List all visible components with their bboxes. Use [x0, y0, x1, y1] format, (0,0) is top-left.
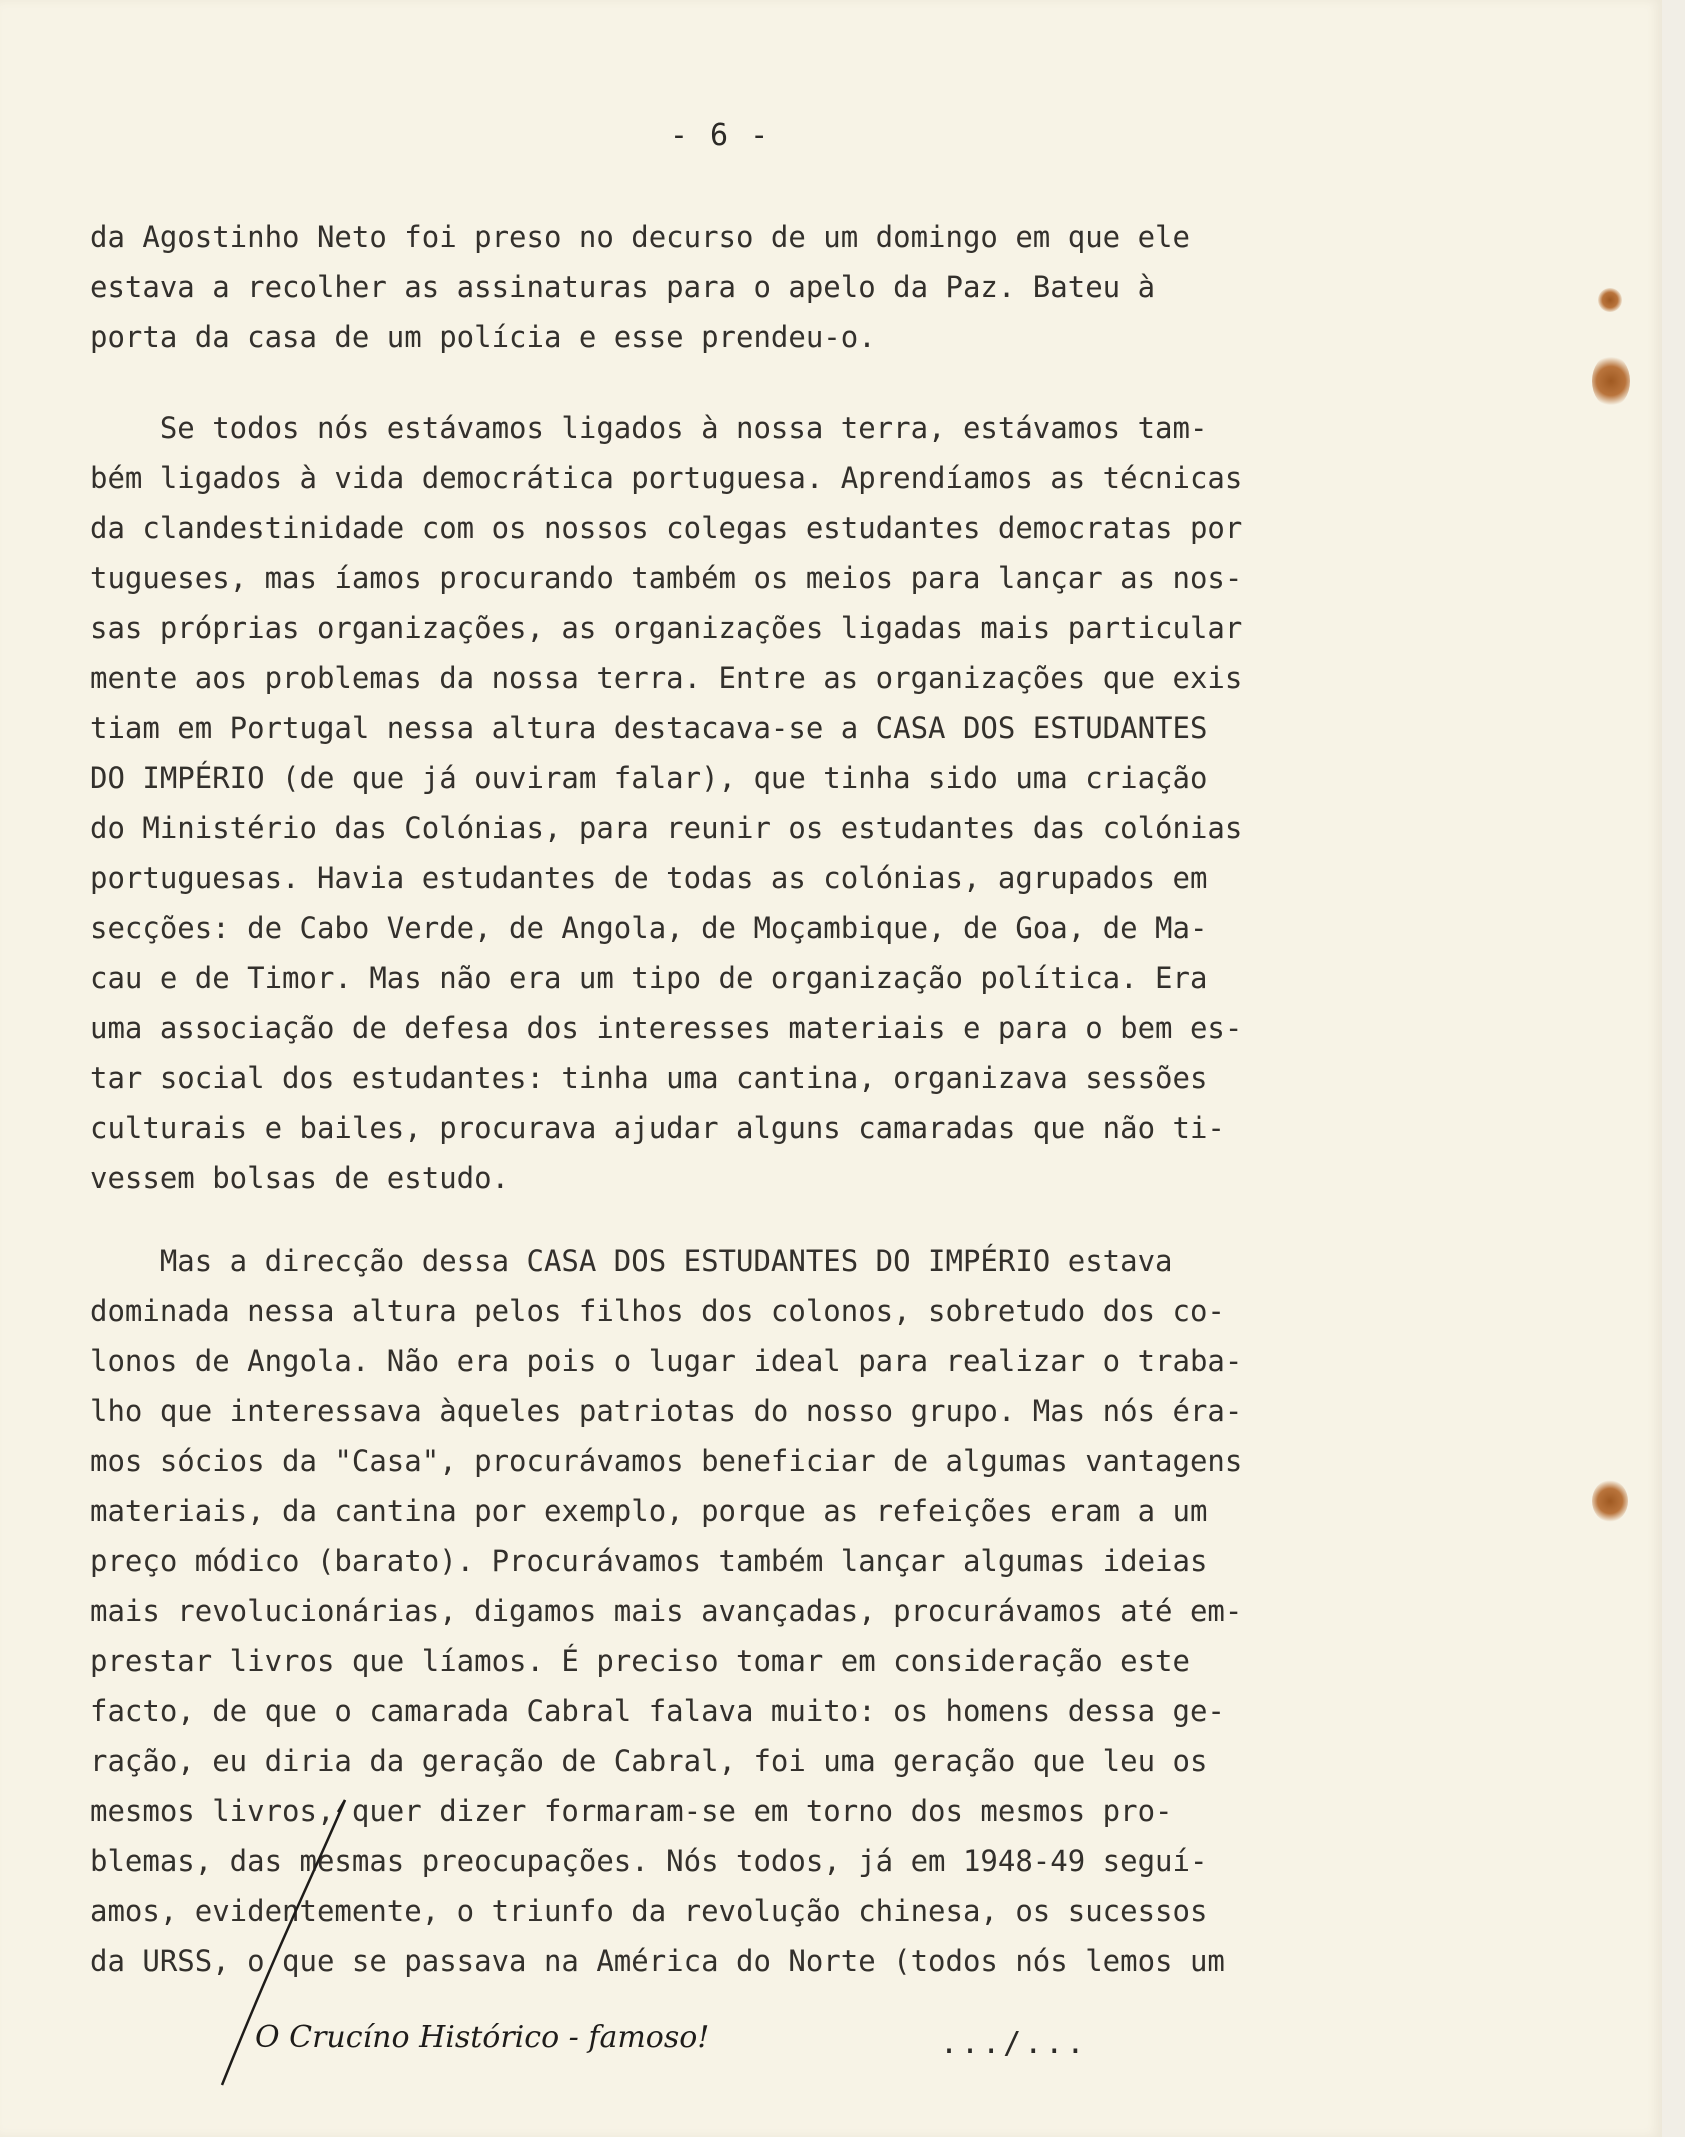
text-line: da URSS, o que se passava na América do Norte (todos nós lemos um [90, 1944, 1225, 1978]
paragraph-2 [90, 403, 1450, 1203]
rust-stain [1592, 355, 1630, 407]
text-line: DO IMPÉRIO (de que já ouviram falar), que tinha sido uma criação [90, 761, 1208, 795]
rust-stain [1592, 1480, 1628, 1522]
text-line: lonos de Angola. Não era pois o lugar ideal para realizar o traba- [90, 1344, 1243, 1378]
text-line: facto, de que o camarada Cabral falava muito: os homens dessa ge- [90, 1694, 1225, 1728]
text-line: amos, evidentemente, o triunfo da revolução chinesa, os sucessos [90, 1894, 1208, 1928]
text-line: estava a recolher as assinaturas para o apelo da Paz. Bateu à [90, 270, 1156, 304]
page-number: - 6 - [669, 118, 771, 153]
text-line: mais revolucionárias, digamos mais avançadas, procurávamos até em- [90, 1594, 1243, 1628]
handwritten-note: O Crucíno Histórico - famoso! [255, 2020, 710, 2055]
text-line: bém ligados à vida democrática portuguesa. Aprendíamos as técnicas [90, 461, 1243, 495]
text-line: culturais e bailes, procurava ajudar alguns camaradas que não ti- [90, 1111, 1225, 1145]
text-line: do Ministério das Colónias, para reunir os estudantes das colónias [90, 811, 1243, 845]
text-line: ração, eu diria da geração de Cabral, foi uma geração que leu os [90, 1744, 1208, 1778]
text-line: sas próprias organizações, as organizações ligadas mais particular [90, 611, 1243, 645]
text-line: preço módico (barato). Procurávamos também lançar algumas ideias [90, 1544, 1208, 1578]
paragraph-1 [90, 212, 1450, 362]
text-line: da clandestinidade com os nossos colegas estudantes democratas por [90, 511, 1243, 545]
text-line: Se todos nós estávamos ligados à nossa terra, estávamos tam- [90, 411, 1208, 445]
text-line: porta da casa de um polícia e esse prendeu-o. [90, 320, 876, 354]
text-line: vessem bolsas de estudo. [90, 1161, 510, 1195]
text-line: uma associação de defesa dos interesses materiais e para o bem es- [90, 1011, 1243, 1045]
text-line: mos sócios da "Casa", procurávamos beneficiar de algumas vantagens [90, 1444, 1243, 1478]
text-line: tiam em Portugal nessa altura destacava-se a CASA DOS ESTUDANTES [90, 711, 1208, 745]
text-line: tar social dos estudantes: tinha uma cantina, organizava sessões [90, 1061, 1208, 1095]
text-line: da Agostinho Neto foi preso no decurso de um domingo em que ele [90, 220, 1190, 254]
paragraph-3 [90, 1236, 1450, 1986]
text-line: mente aos problemas da nossa terra. Entre as organizações que exis [90, 661, 1243, 695]
text-line: secções: de Cabo Verde, de Angola, de Moçambique, de Goa, de Ma- [90, 911, 1208, 945]
text-line: lho que interessava àqueles patriotas do nosso grupo. Mas nós éra- [90, 1394, 1243, 1428]
text-line: cau e de Timor. Mas não era um tipo de organização política. Era [90, 961, 1208, 995]
text-line: portuguesas. Havia estudantes de todas as colónias, agrupados em [90, 861, 1208, 895]
text-line: prestar livros que líamos. É preciso tomar em consideração este [90, 1644, 1190, 1678]
text-line: blemas, das mesmas preocupações. Nós todos, já em 1948-49 seguí- [90, 1844, 1208, 1878]
text-line: mesmos livros, quer dizer formaram-se em torno dos mesmos pro- [90, 1794, 1173, 1828]
text-line: Mas a direcção dessa CASA DOS ESTUDANTES DO IMPÉRIO estava [90, 1244, 1173, 1278]
text-line: tugueses, mas íamos procurando também os meios para lançar as nos- [90, 561, 1243, 595]
rust-stain [1598, 288, 1622, 312]
text-line: materiais, da cantina por exemplo, porque as refeições eram a um [90, 1494, 1208, 1528]
text-line: dominada nessa altura pelos filhos dos colonos, sobretudo dos co- [90, 1294, 1225, 1328]
continuation-mark: .../... [940, 2026, 1088, 2061]
